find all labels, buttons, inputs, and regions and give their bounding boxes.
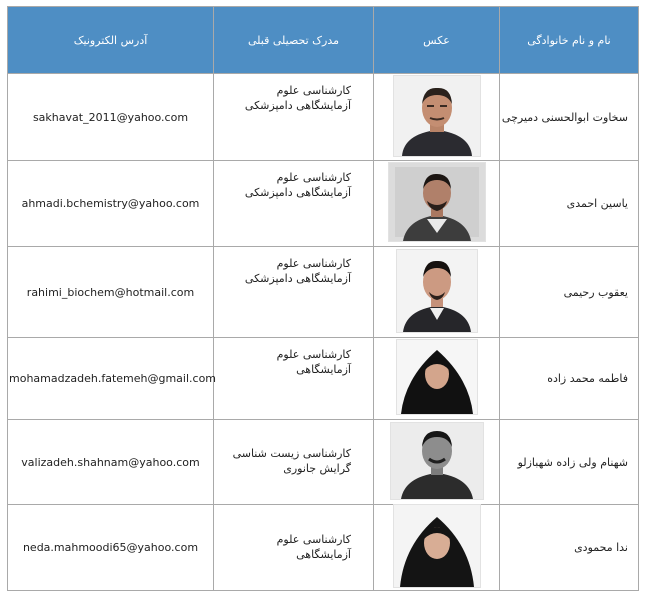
person-name: سخاوت ابوالحسنی دمیرچی [500, 74, 639, 161]
staff-table [7, 6, 639, 591]
degree-cell: کارشناسی علوم آزمایشگاهی دامپزشکی [214, 247, 374, 338]
photo-cell [374, 161, 500, 247]
person-name: یاسین احمدی [500, 161, 639, 247]
degree-cell: کارشناسی علوم آزمایشگاهی دامپزشکی [214, 161, 374, 247]
email-address: neda.mahmoodi65@yahoo.com [8, 505, 214, 591]
header-name: نام و نام خانوادگی [500, 7, 639, 74]
degree-cell: کارشناسی علوم آزمایشگاهی [214, 505, 374, 591]
degree-cell: کارشناسی علوم آزمایشگاهی دامپزشکی [214, 74, 374, 161]
table-header-row [8, 7, 639, 74]
table-row [8, 505, 639, 591]
person-name: فاطمه محمد زاده [500, 338, 639, 420]
staff-table-container [7, 6, 638, 591]
photo-cell [374, 420, 500, 505]
person-name: ندا محمودی [500, 505, 639, 591]
person-photo [397, 250, 477, 332]
degree-cell: کارشناسی زیست شناسی گرایش جانوری [214, 420, 374, 505]
photo-cell [374, 338, 500, 420]
header-degree: مدرک تحصیلی قبلی [214, 7, 374, 74]
table-row [8, 161, 639, 247]
degree-cell: کارشناسی علوم آزمایشگاهی [214, 338, 374, 420]
table-row [8, 247, 639, 338]
email-address: mohamadzadeh.fatemeh@gmail.com [8, 338, 214, 420]
person-photo [391, 423, 483, 499]
photo-cell [374, 74, 500, 161]
email-address: sakhavat_2011@yahoo.com [8, 74, 214, 161]
email-address: rahimi_biochem@hotmail.com [8, 247, 214, 338]
person-photo [397, 340, 477, 414]
photo-cell [374, 247, 500, 338]
table-row [8, 420, 639, 505]
email-address: ahmadi.bchemistry@yahoo.com [8, 161, 214, 247]
email-address: valizadeh.shahnam@yahoo.com [8, 420, 214, 505]
header-photo: عکس [374, 7, 500, 74]
person-name: شهنام ولی زاده شهبازلو [500, 420, 639, 505]
table-row [8, 74, 639, 161]
person-photo [394, 76, 480, 156]
person-name: یعقوب رحیمی [500, 247, 639, 338]
photo-cell [374, 505, 500, 591]
table-row [8, 338, 639, 420]
person-photo [394, 505, 480, 587]
header-email: آدرس الکترونیک [8, 7, 214, 74]
person-photo [389, 163, 485, 241]
